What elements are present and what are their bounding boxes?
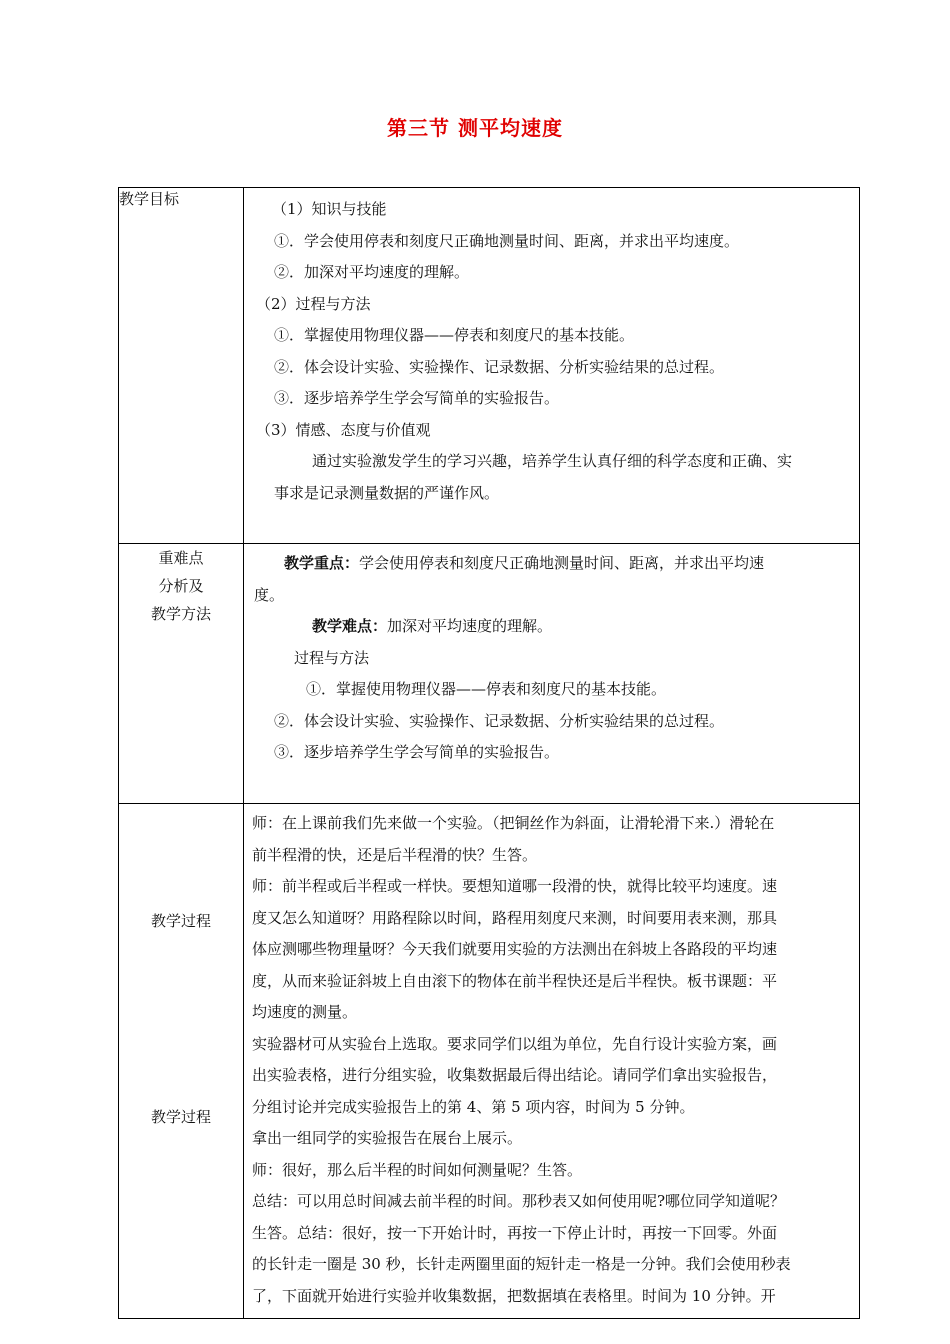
keypoints-line: ①．掌握使用物理仪器——停表和刻度尺的基本技能。	[306, 680, 667, 698]
process-line: 总结：可以用总时间减去前半程的时间。那秒表又如何使用呢?哪位同学知道呢？	[252, 1192, 786, 1210]
goals-line: （2）过程与方法	[256, 294, 371, 313]
goals-line: ③．逐步培养学生学会写简单的实验报告。	[274, 389, 560, 407]
keypoints-line: ②．体会设计实验、实验操作、记录数据、分析实验结果的总过程。	[274, 711, 725, 730]
keypoints-line: 过程与方法	[294, 648, 370, 667]
focus-label: 教学重点：	[284, 554, 360, 572]
row-label-process	[119, 804, 244, 1319]
keypoints-line: ③．逐步培养学生学会写简单的实验报告。	[274, 743, 560, 761]
row-label-keypoints	[119, 544, 244, 804]
difficulty-label: 教学难点：	[312, 617, 388, 635]
goals-line: 通过实验激发学生的学习兴趣，培养学生认真仔细的科学态度和正确、实	[312, 452, 793, 470]
goals-line: 事求是记录测量数据的严谨作风。	[274, 483, 500, 502]
focus-text: 学会使用停表和刻度尺正确地测量时间、距离，并求出平均速	[359, 554, 765, 572]
goals-content	[244, 188, 860, 544]
keypoints-label-line: 教学方法	[150, 605, 211, 623]
process-line: 出实验表格，进行分组实验，收集数据最后得出结论。请同学们拿出实验报告，	[252, 1066, 778, 1084]
process-line: 体应测哪些物理量呀？今天我们就要用实验的方法测出在斜坡上各路段的平均速	[252, 940, 778, 958]
process-line: 度又怎么知道呀？用路程除以时间，路程用刻度尺来测，时间要用表来测，那具	[252, 908, 778, 927]
keypoints-content	[244, 544, 860, 804]
goals-line: ②．体会设计实验、实验操作、记录数据、分析实验结果的总过程。	[274, 357, 725, 376]
process-line: 师：前半程或后半程或一样快。要想知道哪一段滑的快，就得比较平均速度。速	[252, 877, 778, 895]
document-title: 第三节 测平均速度	[387, 116, 563, 140]
difficulty-text: 加深对平均速度的理解。	[387, 617, 553, 635]
process-line: 的长针走一圈是 30 秒，长针走两圈里面的短针走一格是一分钟。我们会使用秒表	[252, 1255, 791, 1273]
process-line: 实验器材可从实验台上选取。要求同学们以组为单位，先自行设计实验方案，画	[252, 1034, 778, 1053]
lesson-plan-table	[118, 187, 860, 1319]
process-line: 分组讨论并完成实验报告上的第 4、第 5 项内容，时间为 5 分钟。	[252, 1097, 695, 1116]
focus-continued: 度。	[254, 585, 285, 604]
table-row	[119, 188, 860, 544]
process-line: 师：在上课前我们先来做一个实验。（把铜丝作为斜面，让滑轮滑下来.）滑轮在	[252, 814, 775, 832]
goals-line: ②．加深对平均速度的理解。	[274, 263, 470, 281]
row-label-goals: 教学目标	[119, 188, 244, 544]
goals-line: ①．学会使用停表和刻度尺正确地测量时间、距离，并求出平均速度。	[274, 231, 740, 250]
process-line: 生答。总结：很好，按一下开始计时，再按一下停止计时，再按一下回零。外面	[252, 1223, 778, 1242]
goals-line: （1）知识与技能	[272, 200, 387, 218]
process-label: 教学过程	[150, 912, 211, 930]
process-line: 前半程滑的快，还是后半程滑的快？生答。	[252, 845, 538, 864]
process-content	[244, 804, 860, 1319]
table-row	[119, 544, 860, 804]
process-line: 拿出一组同学的实验报告在展台上展示。	[252, 1129, 523, 1147]
process-line: 师：很好，那么后半程的时间如何测量呢？生答。	[252, 1160, 583, 1179]
keypoints-label-line: 分析及	[158, 577, 204, 595]
table-row	[119, 804, 860, 1319]
process-label: 教学过程	[150, 1108, 211, 1126]
process-line: 均速度的测量。	[252, 1003, 358, 1021]
goals-line: ①．掌握使用物理仪器——停表和刻度尺的基本技能。	[274, 326, 635, 344]
process-line: 度，从而来验证斜坡上自由滚下的物体在前半程快还是后半程快。板书课题：平	[252, 971, 778, 990]
goals-line: （3）情感、态度与价值观	[256, 420, 431, 439]
keypoints-label-line: 重难点	[158, 549, 204, 567]
process-line: 了，下面就开始进行实验并收集数据，把数据填在表格里。时间为 10 分钟。开	[252, 1286, 776, 1305]
